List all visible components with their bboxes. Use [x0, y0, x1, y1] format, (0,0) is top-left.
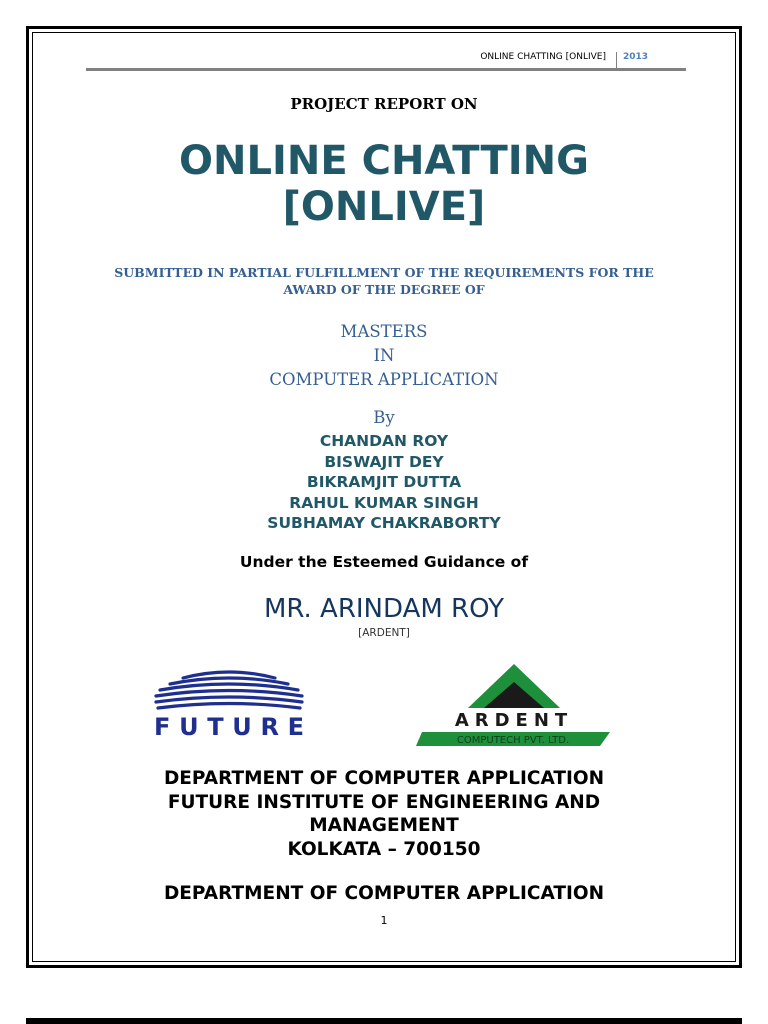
guide-name: MR. ARINDAM ROY: [263, 594, 505, 624]
city-line: KOLKATA – 700150: [287, 838, 481, 860]
report-title-line2: [ONLIVE]: [282, 184, 486, 230]
guide-organization: [ARDENT]: [358, 627, 410, 639]
by-label: By: [373, 408, 395, 427]
degree-line1: MASTERS: [340, 322, 428, 341]
future-logo: [148, 668, 310, 740]
page-number: 1: [380, 914, 388, 927]
degree-line3: COMPUTER APPLICATION: [269, 370, 499, 389]
institute-line: FUTURE INSTITUTE OF ENGINEERING AND: [167, 791, 601, 813]
degree-line2: IN: [373, 346, 395, 365]
page-header: [86, 50, 686, 71]
department-line: DEPARTMENT OF COMPUTER APPLICATION: [163, 768, 605, 789]
header-title: ONLINE CHATTING [ONLIVE]: [480, 52, 606, 62]
degree: [0, 320, 768, 392]
submission-line1: SUBMITTED IN PARTIAL FULFILLMENT OF THE REQUIREMENTS FOR THE: [114, 265, 654, 280]
author-name: BISWAJIT DEY: [324, 452, 444, 471]
future-logo-text: FUTURE: [154, 713, 304, 740]
header-year: 2013: [616, 52, 648, 68]
report-title-line1: ONLINE CHATTING: [179, 138, 589, 184]
submission-line2: AWARD OF THE DEGREE OF: [283, 282, 485, 297]
author-name: CHANDAN ROY: [319, 432, 449, 450]
institute-line: MANAGEMENT: [309, 815, 459, 836]
department-repeat: DEPARTMENT OF COMPUTER APPLICATION: [163, 883, 605, 904]
ardent-logo: [414, 662, 614, 750]
author-name: BIKRAMJIT DUTTA: [306, 473, 462, 491]
author-name: RAHUL KUMAR SINGH: [289, 493, 479, 512]
report-title: [0, 138, 768, 230]
guidance-label: Under the Esteemed Guidance of: [239, 553, 529, 571]
institution-block: [0, 767, 768, 861]
next-page-border: [26, 1018, 742, 1024]
ardent-logo-subtext: COMPUTECH PVT. LTD.: [456, 735, 570, 746]
submission-statement: [0, 264, 768, 298]
author-list: [0, 431, 768, 534]
ardent-logo-text: ARDENT: [454, 710, 574, 731]
author-name: SUBHAMAY CHAKRABORTY: [267, 514, 501, 532]
project-label: PROJECT REPORT ON: [290, 95, 478, 113]
